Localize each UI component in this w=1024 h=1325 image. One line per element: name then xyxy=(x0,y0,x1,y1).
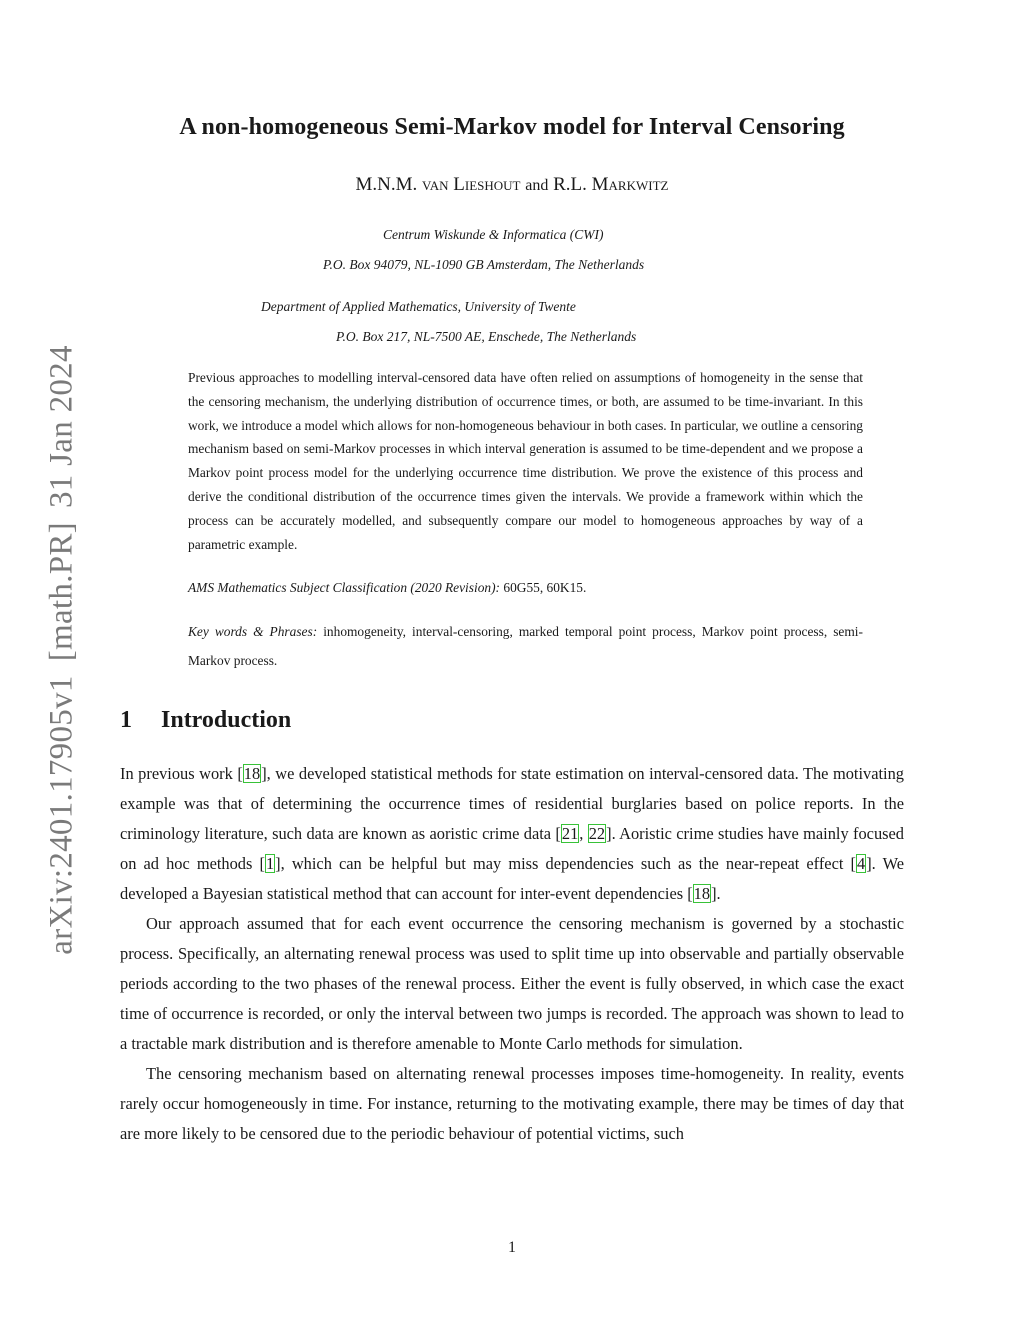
paragraph-1-text: . Aoristic crime studies have mainly focused on ad hoc methods xyxy=(120,824,904,873)
paragraph-3: The censoring mechanism based on alternating renewal processes imposes time-homogeneity. In reality, events rarely occur homogeneously in time. For instance, returning to the motivating example, there may be times of day that are more likely to be censored due to the periodic behaviour of potential victims, such xyxy=(120,1064,904,1143)
arxiv-date: 31 Jan 2024 xyxy=(43,345,80,509)
section-heading-introduction xyxy=(120,707,291,734)
ams-value: 60G55, 60K15. xyxy=(503,580,587,595)
paragraph-1-text: , which can be helpful but may miss dependencies such as the near-repeat effect xyxy=(280,854,851,873)
introduction-body xyxy=(120,759,904,1149)
citation-link-1[interactable]: 1 xyxy=(265,854,275,873)
citation-separator: , xyxy=(579,824,588,843)
keywords-label: Key words & Phrases: xyxy=(188,624,318,639)
ams-label: AMS Mathematics Subject Classification (2020 Revision): xyxy=(188,580,501,595)
paragraph-2: Our approach assumed that for each event occurrence the censoring mechanism is governed by a stochastic process. Specifically, an alternating renewal process was used to split time up into observable and partially observable periods according to the two phases of the renewal process. Either the event is fully observed, in which case the exact time of occurrence is recorded, or only the interval between two jumps is recorded. The approach was shown to lead to a tractable mark distribution and is therefore amenable to Monte Carlo methods for simulation. xyxy=(120,914,904,1053)
section-title: Introduction xyxy=(161,707,292,733)
author-conjunction: and xyxy=(525,177,549,194)
citation-link-4[interactable]: 4 xyxy=(856,854,866,873)
citation-link-18[interactable]: 18 xyxy=(243,764,261,783)
affiliation-2-address: P.O. Box 217, NL-7500 AE, Enschede, The Netherlands xyxy=(336,329,637,344)
arxiv-id: arXiv:2401.17905v1 xyxy=(43,675,80,955)
keywords xyxy=(188,617,863,675)
citation-link-18-second[interactable]: 18 xyxy=(693,884,711,903)
author-1-surname: van Lieshout xyxy=(422,174,521,195)
paragraph-1-text: . xyxy=(716,884,721,903)
author-2-initials: R.L. xyxy=(553,174,587,195)
citation-link-21[interactable]: 21 xyxy=(561,824,579,843)
page-number: 1 xyxy=(508,1239,516,1256)
paper-title: A non-homogeneous Semi-Markov model for Interval Censoring xyxy=(179,114,845,140)
author-1-initials: M.N.M. xyxy=(355,174,418,195)
paragraph-1-text: . We developed a Bayesian statistical method that can account for inter-event dependencies xyxy=(120,854,904,903)
affiliation-1-address: P.O. Box 94079, NL-1090 GB Amsterdam, The Netherlands xyxy=(323,257,645,272)
paragraph-1-text: , we developed statistical methods for state estimation on interval-censored data. The motivating example was that of determining the occurrence times of residential burglaries based on police reports. In the criminology literature, such data are known as aoristic crime data xyxy=(120,764,904,843)
ams-classification xyxy=(188,580,863,596)
abstract: Previous approaches to modelling interval-censored data have often relied on assumptions of homogeneity in the sense that the censoring mechanism, the underlying distribution of occurrence times, or both, are assumed to be time-invariant. In this work, we introduce a model which allows for non-homogeneous behaviour in both cases. In particular, we outline a censoring mechanism based on semi-Markov processes in which interval generation is assumed to be time-dependent and we propose a Markov point process model for the underlying occurrence time distribution. We prove the existence of this process and derive the conditional distribution of the occurrence times given the intervals. We provide a framework within which the process can be accurately modelled, and subsequently compare our model to homogeneous approaches by way of a parametric example. xyxy=(188,370,863,552)
author-2-surname: Markwitz xyxy=(591,174,669,195)
paragraph-1: In previous work [18], we developed statistical methods for state estimation on interval-censored data. The motivating example was that of determining the occurrence times of residential burglaries based on police reports. In the criminology literature, such data are known as aoristic crime data [21, 22]. Aoristic crime studies have mainly focused on ad hoc methods [1], which can be helpful but may miss dependencies such as the near-repeat effect [4]. We developed a Bayesian statistical method that can account for inter-event dependencies [18]. xyxy=(120,764,904,903)
arxiv-identifier-stamp xyxy=(44,345,81,955)
author-line xyxy=(120,174,904,196)
keywords-value: inhomogeneity, interval-censoring, marked temporal point process, Markov point process, semi-Markov process. xyxy=(188,624,863,668)
citation-link-22[interactable]: 22 xyxy=(588,824,606,843)
section-number: 1 xyxy=(120,707,132,733)
affiliation-1-institution: Centrum Wiskunde & Informatica (CWI) xyxy=(383,227,604,242)
arxiv-category: [math.PR] xyxy=(43,522,80,662)
paragraph-1-text: In previous work xyxy=(120,764,238,783)
affiliation-2-institution: Department of Applied Mathematics, University of Twente xyxy=(261,299,576,314)
